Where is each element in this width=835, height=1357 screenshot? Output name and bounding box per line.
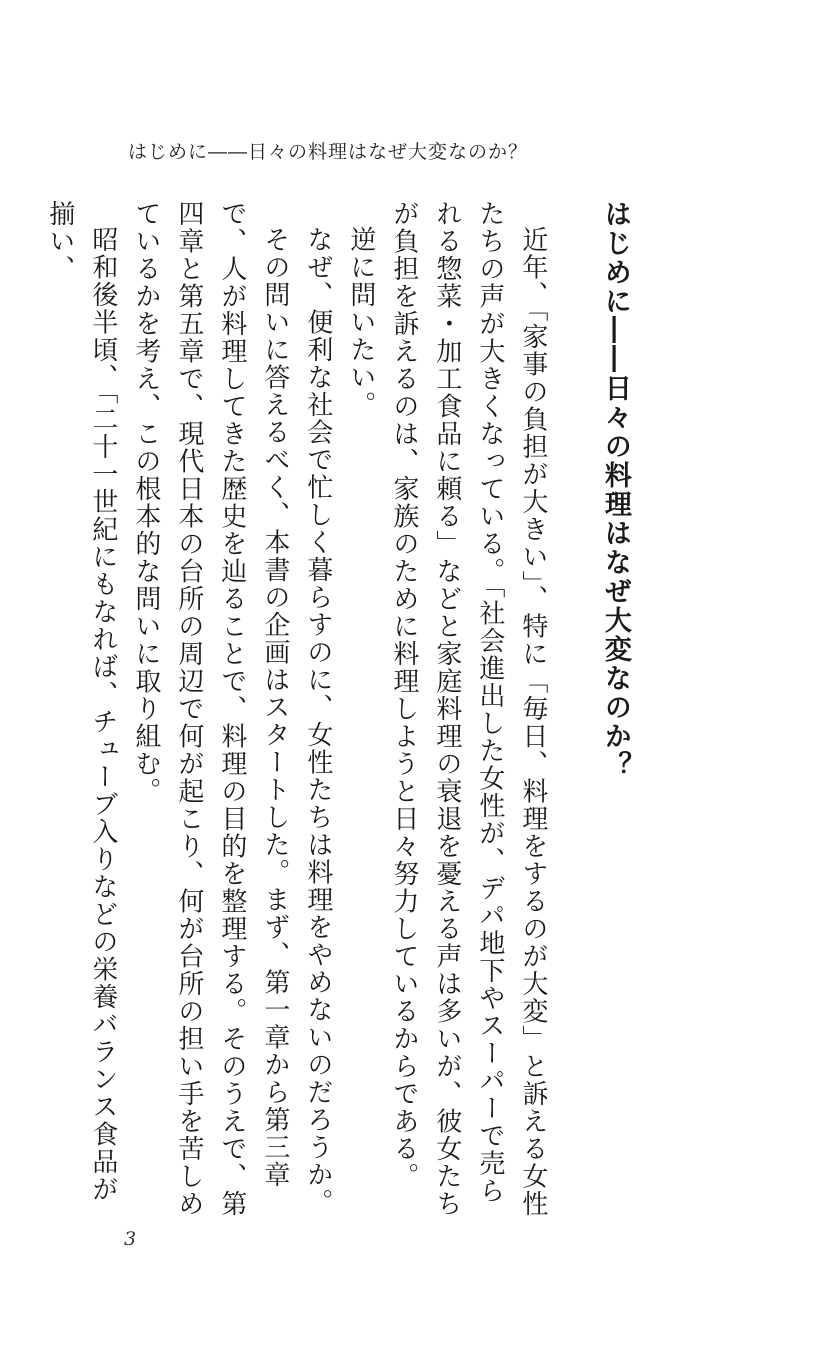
page-body <box>44 200 655 1220</box>
running-head: はじめに――日々の料理はなぜ大変なのか？ <box>128 141 529 163</box>
chapter-title: はじめに――日々の料理はなぜ大変なのか？ <box>599 200 631 780</box>
paragraph-4: その問いに答えるべく、本書の企画はスタートした。まず、第一章から第三章で、人が料理してきた歴史を辿ることで、料理の目的を整理する。そのうえで、第四章と第五章で、現代日本の台所の周辺で何が起こり、何が台所の担い手を苦しめているかを考え、この根本的な問いに取り組む。 <box>130 200 290 1218</box>
paragraph-1: 近年、「家事の負担が大きい」、特に「毎日、料理をするのが大変」と訴える女性たちの声が大きくなっている。「社会進出した女性が、デパ地下やスーパーで売られる惣菜・加工食品に頼る」などと家庭料理の衰退を憂える声は多いが、彼女たちが負担を訴えるのは、家族のために料理しようと日々努力しているからである。 <box>388 200 548 1218</box>
page-number: 3 <box>124 1228 137 1250</box>
paragraph-2: 逆に問いたい。 <box>345 226 376 419</box>
paragraph-5: 昭和後半頃、「二十一世紀にもなれば、チューブ入りなどの栄養バランス食品が揃い、 <box>44 200 118 1203</box>
paragraph-3: なぜ、便利な社会で忙しく暮らすのに、女性たちは料理をやめないのだろうか。 <box>302 226 333 1216</box>
